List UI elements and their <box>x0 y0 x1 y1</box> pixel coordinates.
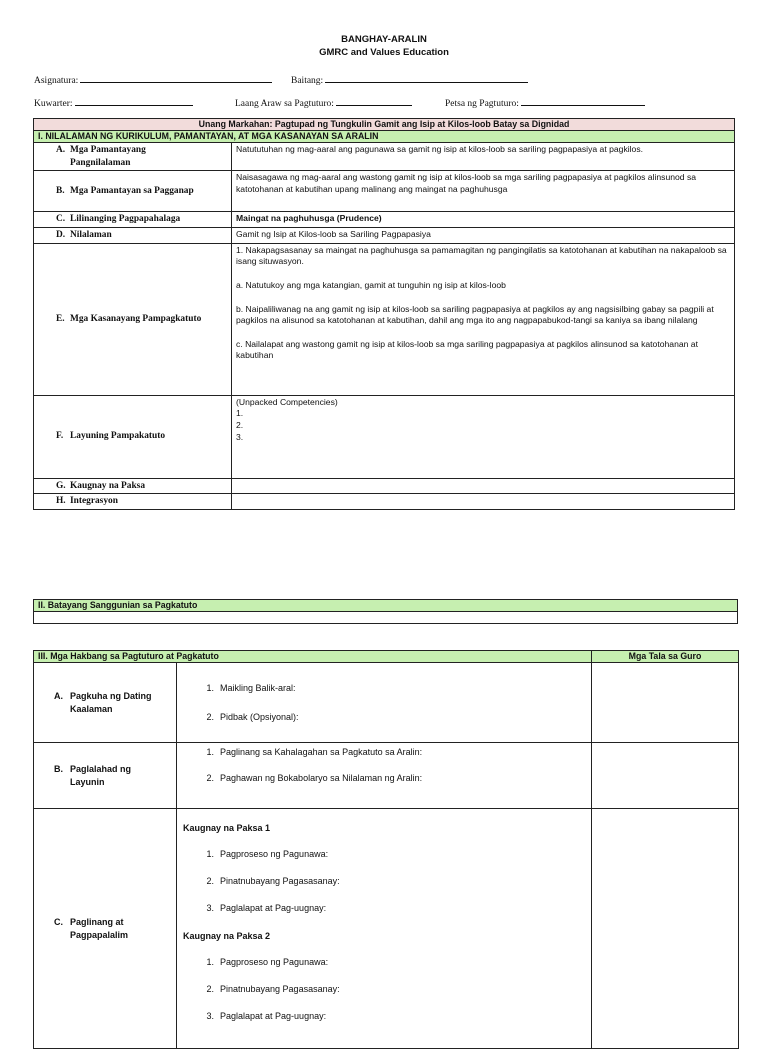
row-label-text: Nilalaman <box>70 230 112 241</box>
list-item: 2. Pinatnubayang Pagasasanay: <box>206 983 340 994</box>
teacher-notes-a[interactable] <box>592 663 739 743</box>
asignatura-field[interactable] <box>34 73 272 86</box>
step-content-a[interactable] <box>177 663 592 743</box>
petsa-label: Petsa ng Pagtuturo: <box>445 99 519 109</box>
row-key: B. <box>56 186 65 197</box>
step-content-c[interactable] <box>177 809 592 1049</box>
asignatura-blank[interactable] <box>80 73 272 83</box>
step-label-c <box>34 809 177 1049</box>
laang-araw-field[interactable] <box>235 96 412 109</box>
baitang-blank[interactable] <box>325 73 528 83</box>
related-topic-1: Kaugnay na Paksa 1 <box>183 823 271 833</box>
row-content-c[interactable]: Maingat na paghuhusga (Prudence) <box>232 212 735 228</box>
references-table <box>33 599 738 624</box>
step-label-text: Paglinang at <box>70 917 124 928</box>
objective-2: 2. <box>236 419 244 430</box>
step-label-a <box>34 663 177 743</box>
step-label-text: Pagkuha ng Dating <box>70 691 152 702</box>
list-item: 3. Paglalapat at Pag-uugnay: <box>206 1010 327 1021</box>
row-label-d <box>34 228 232 244</box>
row-label-text: Integrasyon <box>70 496 118 507</box>
laang-araw-label: Laang Araw sa Pagtuturo: <box>235 99 334 109</box>
list-item: 1. Pagproseso ng Pagunawa: <box>206 956 329 967</box>
row-key: E. <box>56 313 65 324</box>
competency-main: 1. Nakapagsasanay sa maingat na paghuhusga sa pamamagitan ng pangingilatis sa katotohanan at kabutihan na nakapaloob sa isang situwasyon. <box>236 244 727 267</box>
kuwarter-label: Kuwarter: <box>34 99 73 109</box>
step-label-text: Pagpapalalim <box>70 929 129 940</box>
kuwarter-blank[interactable] <box>75 96 193 106</box>
step-label-text: Paglalahad ng <box>70 764 132 775</box>
competency-a: a. Natutukoy ang mga katangian, gamit at tunguhin ng isip at kilos-loob <box>236 279 506 290</box>
row-key: D. <box>56 230 66 241</box>
steps-table <box>33 650 739 1049</box>
row-content-f[interactable] <box>232 395 735 478</box>
row-label-f <box>34 395 232 478</box>
row-key: H. <box>56 496 66 507</box>
section-1-heading: I. NILALAMAN NG KURIKULUM, PAMANTAYAN, AT MGA KASANAYAN SA ARALIN <box>34 131 735 143</box>
row-label-b <box>34 171 232 212</box>
list-item: 2. Paghawan ng Bokabolaryo sa Nilalaman ng Aralin: <box>206 773 423 784</box>
list-item: 3. Paglalapat at Pag-uugnay: <box>206 903 327 914</box>
row-label-c <box>34 212 232 228</box>
objective-1: 1. <box>236 408 244 419</box>
quarter-title: Unang Markahan: Pagtupad ng Tungkulin Gamit ang Isip at Kilos-loob Batay sa Dignidad <box>34 119 735 131</box>
teacher-notes-b[interactable] <box>592 743 739 809</box>
curriculum-table <box>33 118 735 510</box>
row-label-text: Layuning Pampakatuto <box>70 431 166 442</box>
row-label-text: Pangnilalaman <box>70 157 131 168</box>
step-key: A. <box>54 691 63 702</box>
step-content-b[interactable] <box>177 743 592 809</box>
row-label-e <box>34 243 232 395</box>
asignatura-label: Asignatura: <box>34 76 79 86</box>
section-3-heading: III. Mga Hakbang sa Pagtuturo at Pagkatuto <box>34 651 592 663</box>
row-label-g <box>34 478 232 494</box>
baitang-field[interactable] <box>291 73 528 86</box>
row-key: G. <box>56 480 66 491</box>
row-content-a[interactable]: Natututuhan ng mag-aaral ang pagunawa sa gamit ng isip at kilos-loob sa sariling pagpapasiya at pagkilos. <box>232 143 735 171</box>
row-key: C. <box>56 214 66 225</box>
list-item: 1. Maikling Balik-aral: <box>206 683 296 694</box>
objective-3: 3. <box>236 431 244 442</box>
row-content-b[interactable]: Naisasagawa ng mag-aaral ang wastong gamit ng isip at kilos-loob sa mga sariling pagpapasiya at pagkilos alinsunod sa katotohanan at kabutihan upang malinang ang maingat na paghuhusga <box>232 171 735 212</box>
baitang-label: Baitang: <box>291 76 324 86</box>
row-key: A. <box>56 145 66 155</box>
list-item: 1. Pagproseso ng Pagunawa: <box>206 849 329 860</box>
petsa-blank[interactable] <box>521 96 645 106</box>
step-key: C. <box>54 917 63 928</box>
step-label-b <box>34 743 177 809</box>
row-label-text: Kaugnay na Paksa <box>70 480 146 491</box>
competency-c: c. Nailalapat ang wastong gamit ng isip at kilos-loob sa mga sariling pagpapasiya at pagkilos alinsunod sa katotohanan at kabutihan <box>236 338 698 361</box>
document-title: BANGHAY-ARALIN <box>341 34 427 45</box>
row-label-text: Mga Pamantayan sa Pagganap <box>70 186 194 197</box>
references-content[interactable] <box>34 612 738 624</box>
row-label-text: Mga Pamantayang <box>70 145 146 155</box>
row-label-text: Lilinanging Pagpapahalaga <box>70 214 181 225</box>
list-item: 1. Paglinang sa Kahalagahan sa Pagkatuto sa Aralin: <box>206 747 423 757</box>
section-2-heading: II. Batayang Sanggunian sa Pagkatuto <box>34 600 738 612</box>
row-label-a <box>34 143 232 171</box>
step-label-text: Kaalaman <box>70 703 113 714</box>
step-label-text: Layunin <box>70 776 105 787</box>
row-key: F. <box>56 431 64 442</box>
document-subtitle: GMRC and Values Education <box>319 47 449 58</box>
petsa-field[interactable] <box>445 96 645 109</box>
competency-b: b. Naipaliliwanag na ang gamit ng isip at kilos-loob sa sariling pagpapasiya at pagkilos ay ang nagsisilbing gabay sa pagpili at pagkilos na alisunod sa katotohanan at kabutihan, dahil ang mga ito ang nagpapabukod-tangi sa kaniya sa ibang nilalang <box>236 303 714 326</box>
row-content-e[interactable] <box>232 243 735 395</box>
row-label-h <box>34 494 232 510</box>
teacher-notes-c[interactable] <box>592 809 739 1049</box>
list-item: 2. Pidbak (Opsiyonal): <box>206 711 299 722</box>
row-content-g[interactable] <box>232 478 735 494</box>
row-content-h[interactable] <box>232 494 735 510</box>
list-item: 2. Pinatnubayang Pagasasanay: <box>206 876 340 887</box>
kuwarter-field[interactable] <box>34 96 193 109</box>
unpacked-competencies: (Unpacked Competencies) <box>236 396 338 407</box>
teacher-notes-heading: Mga Tala sa Guro <box>592 651 739 663</box>
row-content-d[interactable]: Gamit ng Isip at Kilos-loob sa Sariling Pagpapasiya <box>232 228 735 244</box>
laang-araw-blank[interactable] <box>336 96 412 106</box>
row-label-text: Mga Kasanayang Pampagkatuto <box>70 313 202 324</box>
related-topic-2: Kaugnay na Paksa 2 <box>183 930 271 941</box>
step-key: B. <box>54 764 63 775</box>
